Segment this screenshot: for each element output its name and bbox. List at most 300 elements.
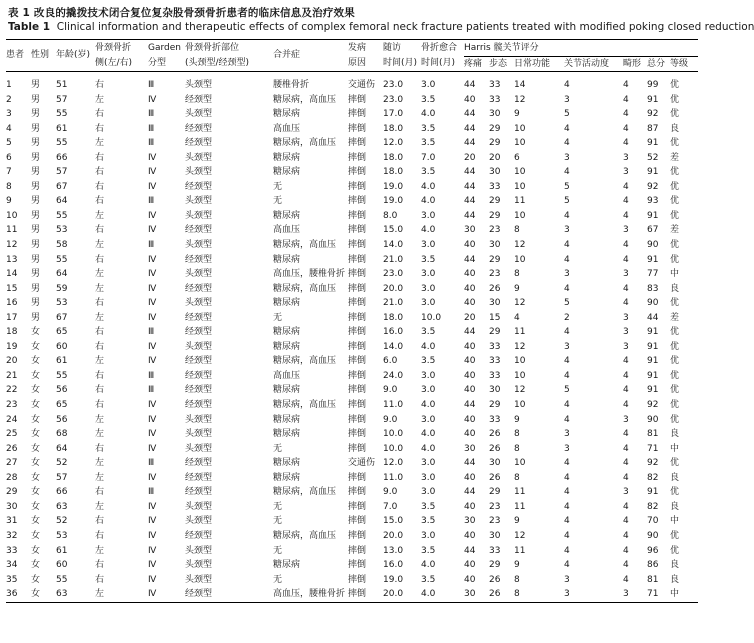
cell-total: 90 xyxy=(647,530,659,541)
cell-gait: 30 xyxy=(489,167,501,178)
cell-age: 57 xyxy=(56,472,68,483)
cell-pain: 44 xyxy=(464,181,476,192)
cell-pain: 44 xyxy=(464,123,476,134)
cell-age: 67 xyxy=(56,181,68,192)
cell-gait: 23 xyxy=(489,269,501,280)
cell-patient: 1 xyxy=(6,80,12,90)
cell-pain: 40 xyxy=(464,414,476,425)
cell-deformity: 4 xyxy=(623,283,629,294)
cell-grade: 良 xyxy=(670,560,680,571)
cell-age: 63 xyxy=(56,501,68,512)
cell-healing: 3.5 xyxy=(421,516,436,527)
cell-garden: Ⅳ xyxy=(148,269,157,280)
cell-daily-function: 12 xyxy=(514,385,526,396)
cell-garden: Ⅳ xyxy=(148,414,157,425)
cell-sex: 女 xyxy=(31,341,41,352)
cell-side: 右 xyxy=(95,80,105,90)
cell-side: 左 xyxy=(95,240,105,251)
header-side-line1: 骨颈骨折 xyxy=(95,42,132,53)
cell-patient: 2 xyxy=(6,94,12,105)
cell-patient: 34 xyxy=(6,560,18,571)
cell-grade: 差 xyxy=(670,152,680,163)
cell-sex: 男 xyxy=(31,240,41,251)
cell-garden: Ⅳ xyxy=(148,429,157,440)
cell-cause: 摔倒 xyxy=(348,356,367,367)
cell-deformity: 4 xyxy=(623,530,629,541)
cell-range-of-motion: 3 xyxy=(564,152,570,163)
cell-site: 头颈型 xyxy=(185,80,213,90)
cell-sex: 女 xyxy=(31,429,41,440)
cell-gait: 33 xyxy=(489,80,501,90)
cell-daily-function: 11 xyxy=(514,327,526,338)
cell-grade: 优 xyxy=(670,94,680,105)
cell-garden: Ⅲ xyxy=(148,109,155,120)
cell-patient: 13 xyxy=(6,254,18,265)
cell-pain: 44 xyxy=(464,167,476,178)
cell-age: 65 xyxy=(56,327,68,338)
table-row xyxy=(6,529,698,544)
cell-cause: 摔倒 xyxy=(348,123,367,134)
cell-cause: 交通伤 xyxy=(348,80,376,90)
cell-total: 90 xyxy=(647,414,659,425)
cell-site: 经颈型 xyxy=(185,94,213,105)
cell-daily-function: 9 xyxy=(514,516,520,527)
cell-garden: Ⅳ xyxy=(148,94,157,105)
cell-comorbidity: 糖尿病 xyxy=(273,414,301,425)
cell-garden: Ⅳ xyxy=(148,560,157,571)
cell-comorbidity: 糖尿病 xyxy=(273,210,301,221)
cell-age: 60 xyxy=(56,341,68,352)
cell-gait: 26 xyxy=(489,283,501,294)
cell-healing: 3.0 xyxy=(421,269,436,280)
cell-total: 70 xyxy=(647,516,659,527)
cell-daily-function: 10 xyxy=(514,254,526,265)
cell-side: 右 xyxy=(95,560,105,571)
cell-age: 55 xyxy=(56,210,68,221)
cell-age: 55 xyxy=(56,109,68,120)
cell-deformity: 3 xyxy=(623,312,629,323)
header-harris-score: Harris 髋关节评分 xyxy=(464,40,698,57)
cell-followup: 10.0 xyxy=(383,443,404,454)
cell-deformity: 3 xyxy=(623,225,629,236)
cell-side: 右 xyxy=(95,327,105,338)
cell-daily-function: 8 xyxy=(514,472,520,483)
cell-comorbidity: 无 xyxy=(273,516,283,527)
cell-healing: 3.0 xyxy=(421,210,436,221)
cell-deformity: 4 xyxy=(623,443,629,454)
cell-comorbidity: 糖尿病 xyxy=(273,560,301,571)
cell-healing: 3.5 xyxy=(421,327,436,338)
cell-grade: 中 xyxy=(670,269,680,280)
cell-garden: Ⅳ xyxy=(148,400,157,411)
table-row xyxy=(6,136,698,151)
cell-daily-function: 8 xyxy=(514,587,564,602)
cell-sex: 男 xyxy=(31,123,41,134)
cell-cause: 摔倒 xyxy=(348,225,367,236)
cell-grade: 差 xyxy=(670,225,680,236)
cell-range-of-motion: 4 xyxy=(564,400,570,411)
cell-side: 右 xyxy=(95,400,105,411)
cell-cause: 摔倒 xyxy=(348,109,367,120)
cell-cause: 摔倒 xyxy=(348,240,367,251)
cell-cause: 摔倒 xyxy=(348,196,367,207)
cell-comorbidity: 糖尿病，高血压 xyxy=(273,138,337,149)
cell-patient: 10 xyxy=(6,210,18,221)
cell-pain: 40 xyxy=(464,501,476,512)
cell-garden: Ⅳ xyxy=(148,356,157,367)
table-row xyxy=(6,398,698,413)
cell-comorbidity: 无 xyxy=(273,501,283,512)
cell-pain: 40 xyxy=(464,269,476,280)
cell-grade: 中 xyxy=(670,443,680,454)
cell-healing: 4.0 xyxy=(421,429,436,440)
cell-sex: 女 xyxy=(31,356,41,367)
cell-site: 头颈型 xyxy=(185,167,213,178)
cell-age: 64 xyxy=(56,269,68,280)
cell-pain: 30 xyxy=(464,516,476,527)
cell-garden: Ⅳ xyxy=(148,312,157,323)
cell-daily-function: 10 xyxy=(514,370,526,381)
cell-deformity: 4 xyxy=(623,109,629,120)
cell-total: 91 xyxy=(647,254,659,265)
cell-garden: Ⅳ xyxy=(148,210,157,221)
table-row xyxy=(6,151,698,166)
cell-daily-function: 9 xyxy=(514,560,520,571)
header-total: 总分 xyxy=(647,58,666,69)
cell-side: 右 xyxy=(95,196,105,207)
table-row xyxy=(6,558,698,573)
cell-site: 经颈型 xyxy=(185,400,213,411)
cell-gait: 33 xyxy=(489,370,501,381)
cell-site: 经颈型 xyxy=(185,356,213,367)
cell-total: 91 xyxy=(647,167,659,178)
cell-range-of-motion: 3 xyxy=(564,225,570,236)
cell-comorbidity: 高血压 xyxy=(273,370,301,381)
cell-comorbidity: 糖尿病 xyxy=(273,152,301,163)
cell-followup: 19.0 xyxy=(383,574,404,585)
cell-age: 52 xyxy=(56,516,68,527)
cell-sex: 女 xyxy=(31,574,41,585)
cell-garden: Ⅳ xyxy=(148,516,157,527)
cell-sex: 男 xyxy=(31,254,41,265)
cell-healing: 3.5 xyxy=(421,501,436,512)
cell-daily-function: 8 xyxy=(514,443,520,454)
cell-pain: 40 xyxy=(464,530,476,541)
cell-garden: Ⅳ xyxy=(148,283,157,294)
header-cause-line2: 原因 xyxy=(348,58,367,69)
cell-cause: 摔倒 xyxy=(348,298,367,309)
cell-garden: Ⅳ xyxy=(148,501,157,512)
cell-followup: 9.0 xyxy=(383,385,398,396)
cell-healing: 3.0 xyxy=(421,530,436,541)
cell-range-of-motion: 4 xyxy=(564,370,570,381)
cell-side: 右 xyxy=(95,370,105,381)
table-row xyxy=(6,238,698,253)
cell-comorbidity: 无 xyxy=(273,574,283,585)
cell-daily-function: 6 xyxy=(514,152,520,163)
cell-site: 头颈型 xyxy=(185,152,213,163)
cell-pain: 40 xyxy=(464,429,476,440)
cell-age: 55 xyxy=(56,370,68,381)
cell-range-of-motion: 3 xyxy=(564,94,570,105)
cell-side: 左 xyxy=(95,94,105,105)
cell-garden: Ⅳ xyxy=(148,545,157,556)
cell-healing: 3.5 xyxy=(421,574,436,585)
cell-range-of-motion: 4 xyxy=(564,80,570,90)
cell-daily-function: 11 xyxy=(514,487,526,498)
header-site-line2: (头颈型/经颈型) xyxy=(185,58,250,69)
cell-cause: 摔倒 xyxy=(348,341,367,352)
cell-total: 71 xyxy=(647,443,659,454)
cell-range-of-motion: 4 xyxy=(564,254,570,265)
cell-sex: 男 xyxy=(31,210,41,221)
cell-deformity: 4 xyxy=(623,400,629,411)
cell-followup: 12.0 xyxy=(383,138,404,149)
table-row xyxy=(6,223,698,238)
cell-sex: 男 xyxy=(31,312,41,323)
cell-daily-function: 8 xyxy=(514,269,520,280)
cell-grade: 优 xyxy=(670,210,680,221)
cell-deformity: 4 xyxy=(623,560,629,571)
cell-deformity: 4 xyxy=(623,516,629,527)
cell-daily-function: 9 xyxy=(514,414,520,425)
cell-gait: 20 xyxy=(489,152,501,163)
header-healing-line1: 骨折愈合 xyxy=(421,42,458,53)
cell-range-of-motion: 3 xyxy=(564,269,570,280)
cell-site: 经颈型 xyxy=(185,327,213,338)
cell-healing: 3.5 xyxy=(421,545,436,556)
cell-patient: 21 xyxy=(6,370,18,381)
cell-pain: 44 xyxy=(464,487,476,498)
cell-healing: 3.0 xyxy=(421,240,436,251)
cell-total: 91 xyxy=(647,210,659,221)
cell-gait: 33 xyxy=(489,94,501,105)
cell-total: 91 xyxy=(647,385,659,396)
table-caption-cn: 表 1 改良的撬拨技术闭合复位复杂股骨颈骨折患者的临床信息及治疗效果 xyxy=(8,7,355,19)
header-daily-function: 日常功能 xyxy=(514,58,551,69)
cell-age: 63 xyxy=(56,587,95,602)
cell-garden: Ⅲ xyxy=(148,327,155,338)
cell-age: 67 xyxy=(56,312,68,323)
cell-followup: 14.0 xyxy=(383,341,404,352)
cell-total: 83 xyxy=(647,283,659,294)
cell-daily-function: 11 xyxy=(514,501,526,512)
cell-age: 53 xyxy=(56,298,68,309)
cell-grade: 良 xyxy=(670,501,680,512)
cell-patient: 31 xyxy=(6,516,18,527)
cell-range-of-motion: 4 xyxy=(564,501,570,512)
cell-patient: 29 xyxy=(6,487,18,498)
cell-site: 经颈型 xyxy=(185,370,213,381)
cell-patient: 24 xyxy=(6,414,18,425)
cell-gait: 30 xyxy=(489,240,501,251)
table-row xyxy=(6,325,698,340)
cell-comorbidity: 无 xyxy=(273,443,283,454)
cell-sex: 女 xyxy=(31,501,41,512)
cell-grade: 良 xyxy=(670,283,680,294)
cell-total: 81 xyxy=(647,574,659,585)
cell-side: 右 xyxy=(95,225,105,236)
cell-grade: 优 xyxy=(670,167,680,178)
cell-total: 52 xyxy=(647,152,659,163)
cell-comorbidity: 糖尿病，高血压 xyxy=(273,240,337,251)
cell-patient: 23 xyxy=(6,400,18,411)
cell-comorbidity: 无 xyxy=(273,196,283,207)
header-grade: 等级 xyxy=(670,58,689,69)
cell-followup: 21.0 xyxy=(383,298,404,309)
cell-pain: 40 xyxy=(464,240,476,251)
cell-healing: 3.5 xyxy=(421,94,436,105)
cell-total: 92 xyxy=(647,109,659,120)
cell-pain: 44 xyxy=(464,109,476,120)
cell-sex: 女 xyxy=(31,400,41,411)
cell-cause: 摔倒 xyxy=(348,254,367,265)
cell-garden: Ⅳ xyxy=(148,225,157,236)
cell-deformity: 4 xyxy=(623,94,629,105)
cell-pain: 44 xyxy=(464,138,476,149)
cell-comorbidity: 糖尿病 xyxy=(273,429,301,440)
cell-age: 61 xyxy=(56,545,68,556)
cell-followup: 23.0 xyxy=(383,269,404,280)
cell-age: 57 xyxy=(56,167,68,178)
cell-sex: 男 xyxy=(31,167,41,178)
cell-gait: 33 xyxy=(489,341,501,352)
cell-daily-function: 9 xyxy=(514,283,520,294)
cell-cause: 摔倒 xyxy=(348,472,367,483)
cell-deformity: 4 xyxy=(623,385,629,396)
cell-side: 右 xyxy=(95,530,105,541)
cell-daily-function: 8 xyxy=(514,429,520,440)
cell-deformity: 4 xyxy=(623,181,629,192)
cell-pain: 44 xyxy=(464,327,476,338)
cell-patient: 3 xyxy=(6,109,12,120)
cell-side: 右 xyxy=(95,487,105,498)
cell-deformity: 4 xyxy=(623,574,629,585)
cell-healing: 3.5 xyxy=(421,123,436,134)
cell-followup: 18.0 xyxy=(383,312,404,323)
table-row xyxy=(6,442,698,457)
cell-grade: 优 xyxy=(670,487,680,498)
cell-gait: 29 xyxy=(489,138,501,149)
cell-sex: 男 xyxy=(31,94,41,105)
cell-age: 55 xyxy=(56,138,68,149)
cell-patient: 35 xyxy=(6,574,18,585)
cell-deformity: 4 xyxy=(623,356,629,367)
cell-comorbidity: 糖尿病，高血压 xyxy=(273,400,337,411)
cell-patient: 33 xyxy=(6,545,18,556)
cell-total: 91 xyxy=(647,341,659,352)
header-side-line2: 侧(左/右) xyxy=(95,58,133,69)
cell-patient: 7 xyxy=(6,167,12,178)
cell-patient: 16 xyxy=(6,298,18,309)
cell-age: 60 xyxy=(56,560,68,571)
cell-age: 61 xyxy=(56,123,68,134)
cell-grade: 优 xyxy=(670,80,680,90)
cell-patient: 30 xyxy=(6,501,18,512)
cell-followup: 7.0 xyxy=(383,501,398,512)
cell-deformity: 4 xyxy=(623,254,629,265)
cell-total: 91 xyxy=(647,370,659,381)
cell-garden: Ⅳ xyxy=(148,152,157,163)
cell-site: 经颈型 xyxy=(185,312,213,323)
cell-age: 57 xyxy=(56,94,68,105)
cell-sex: 女 xyxy=(31,516,41,527)
cell-pain: 40 xyxy=(464,385,476,396)
cell-side: 左 xyxy=(95,138,105,149)
cell-healing: 3.0 xyxy=(421,298,436,309)
cell-range-of-motion: 4 xyxy=(564,516,570,527)
cell-comorbidity: 糖尿病，高血压 xyxy=(273,94,337,105)
table-caption-en-text: Clinical information and therapeutic effects of complex femoral neck fracture patients treated with modified poking closed reduction xyxy=(56,21,754,33)
cell-range-of-motion: 4 xyxy=(564,327,570,338)
cell-side: 右 xyxy=(95,123,105,134)
cell-total: 92 xyxy=(647,181,659,192)
cell-daily-function: 8 xyxy=(514,574,520,585)
cell-patient: 19 xyxy=(6,341,18,352)
cell-comorbidity: 糖尿病，高血压 xyxy=(273,487,337,498)
cell-pain: 30 xyxy=(464,587,489,602)
cell-side: 左 xyxy=(95,312,105,323)
cell-gait: 26 xyxy=(489,472,501,483)
cell-pain: 44 xyxy=(464,458,476,469)
cell-gait: 23 xyxy=(489,501,501,512)
cell-patient: 12 xyxy=(6,240,18,251)
cell-gait: 26 xyxy=(489,429,501,440)
table-row xyxy=(6,209,698,224)
cell-daily-function: 12 xyxy=(514,530,526,541)
table-row xyxy=(6,253,698,268)
table-label: Table 1 xyxy=(8,21,51,33)
cell-comorbidity: 糖尿病 xyxy=(273,109,301,120)
cell-grade: 优 xyxy=(670,400,680,411)
cell-cause: 摔倒 xyxy=(348,443,367,454)
cell-grade: 中 xyxy=(670,516,680,527)
cell-grade: 优 xyxy=(670,370,680,381)
cell-comorbidity: 高血压，腰椎骨折 xyxy=(273,269,346,280)
cell-patient: 6 xyxy=(6,152,12,163)
cell-site: 头颈型 xyxy=(185,501,213,512)
cell-cause: 摔倒 xyxy=(348,487,367,498)
cell-healing: 4.0 xyxy=(421,225,436,236)
cell-followup: 11.0 xyxy=(383,400,404,411)
cell-site: 头颈型 xyxy=(185,429,213,440)
cell-grade: 优 xyxy=(670,298,680,309)
cell-gait: 29 xyxy=(489,210,501,221)
cell-site: 经颈型 xyxy=(185,587,273,602)
cell-gait: 29 xyxy=(489,327,501,338)
cell-side: 左 xyxy=(95,458,105,469)
cell-total: 81 xyxy=(647,429,659,440)
cell-garden: Ⅳ xyxy=(148,587,185,602)
cell-patient: 17 xyxy=(6,312,18,323)
cell-range-of-motion: 4 xyxy=(564,210,570,221)
cell-cause: 摔倒 xyxy=(348,312,367,323)
cell-patient: 26 xyxy=(6,443,18,454)
cell-sex: 女 xyxy=(31,327,41,338)
table-row xyxy=(6,500,698,515)
cell-total: 90 xyxy=(647,240,659,251)
cell-comorbidity: 糖尿病 xyxy=(273,385,301,396)
cell-daily-function: 4 xyxy=(514,312,520,323)
cell-garden: Ⅳ xyxy=(148,443,157,454)
cell-daily-function: 9 xyxy=(514,109,520,120)
cell-followup: 20.0 xyxy=(383,530,404,541)
cell-total: 67 xyxy=(647,225,659,236)
cell-gait: 30 xyxy=(489,458,501,469)
cell-followup: 8.0 xyxy=(383,210,398,221)
table-row xyxy=(6,340,698,355)
cell-gait: 29 xyxy=(489,196,501,207)
